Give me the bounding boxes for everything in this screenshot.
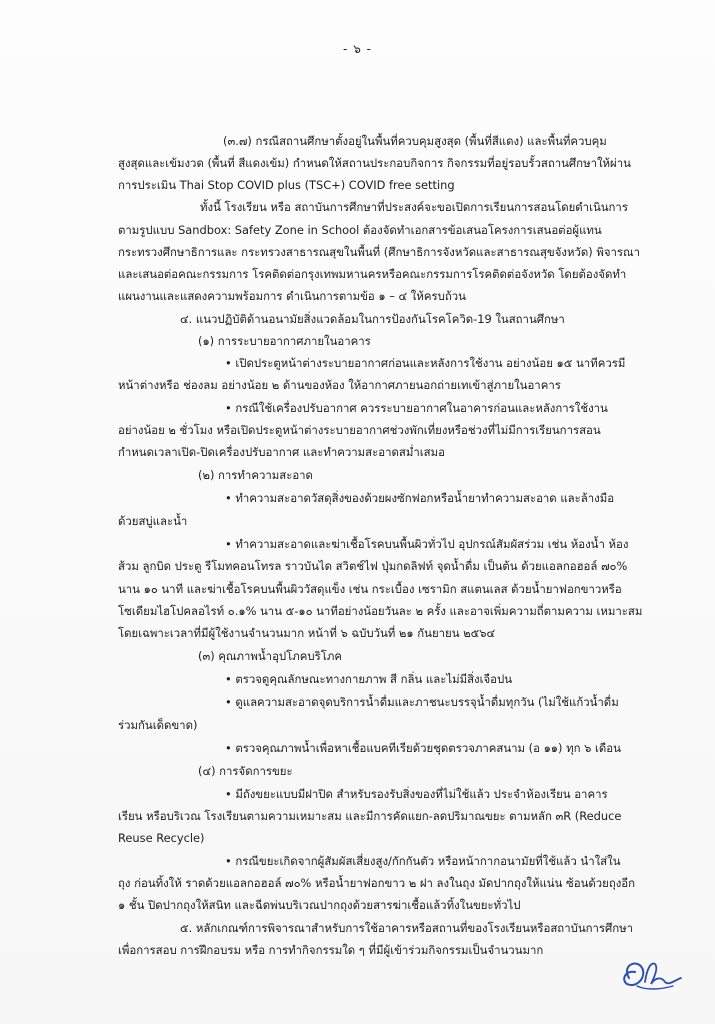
paragraph-line: ตามรูปแบบ Sandbox: Safety Zone in School ต้องจัดทำเอกสารข้อเสนอโครงการเสนอต่อผู้แทน — [118, 223, 602, 237]
bullet-item: • เปิดประตูหน้าต่างระบายอากาศก่อนและหลังการใช้งาน อย่างน้อย ๑๕ นาทีควรมี — [225, 356, 626, 370]
paragraph-line: (๓.๗) กรณีสถานศึกษาตั้งอยู่ในพื้นที่ควบคุมสูงสุด (พื้นที่สีแดง) และพื้นที่ควบคุม — [223, 134, 607, 148]
subsection-heading: (๓) คุณภาพน้ำอุปโภคบริโภค — [198, 649, 342, 663]
subsection-heading: (๑) การระบายอากาศภายในอาคาร — [198, 334, 371, 348]
signature-mark — [615, 956, 687, 996]
paragraph-line: หน้าต่างหรือ ช่องลม อย่างน้อย ๒ ด้านของห้อง ให้อากาศภายนอกถ่ายเทเข้าสู่ภายในอาคาร — [118, 378, 561, 392]
paragraph-line: ถุง ก่อนทิ้งให้ ราดด้วยแอลกอฮอล์ ๗๐% หรือน้ำยาฟอกขาว ๒ ฝา ลงในถุง มัดปากถุงให้แน่น ซ้อนด้วยถุงอีก — [118, 876, 636, 890]
bullet-item: • กรณีขยะเกิดจากผู้สัมผัสเสี่ยงสูง/กักกันตัว หรือหน้ากากอนามัยที่ใช้แล้ว นำใส่ใน — [225, 854, 621, 868]
paragraph-line: อย่างน้อย ๒ ชั่วโมง หรือเปิดประตูหน้าต่างระบายอากาศช่วงพักเที่ยงหรือช่วงที่ไม่มีการเรียนการสอน — [118, 423, 601, 437]
paragraph-line: เรียน หรือบริเวณ โรงเรียนตามความเหมาะสม และมีการคัดแยก-ลดปริมาณขยะ ตามหลัก ๓R (Reduce — [118, 809, 622, 823]
bullet-item: • ทำความสะอาดวัสดุสิ่งของด้วยผงซักฟอกหรือน้ำยาทำความสะอาด และล้างมือ — [225, 491, 615, 505]
paragraph-line: เพื่อการสอบ การฝึกอบรม หรือ การทำกิจกรรมใด ๆ ที่มีผู้เข้าร่วมกิจกรรมเป็นจำนวนมาก — [118, 943, 544, 957]
section-heading: ๔. แนวปฏิบัติด้านอนามัยสิ่งแวดล้อมในการป้องกันโรคโควิด-19 ในสถานศึกษา — [180, 312, 565, 326]
subsection-heading: (๒) การทำความสะอาด — [198, 468, 313, 482]
page-number: - ๖ - — [343, 42, 372, 56]
paragraph-line: และเสนอต่อคณะกรรมการ โรคติดต่อกรุงเทพมหานครหรือคณะกรรมการโรคติดต่อจังหวัด โดยต้องจัดทำ — [118, 267, 627, 281]
paragraph-line: โดยเฉพาะเวลาที่มีผู้ใช้งานจำนวนมาก หน้าที่ ๖ ฉบับวันที่ ๒๑ กันยายน ๒๕๖๔ — [118, 626, 496, 640]
paragraph-line: ทั้งนี้ โรงเรียน หรือ สถาบันการศึกษาที่ประสงค์จะขอเปิดการเรียนการสอนโดยดำเนินการ — [200, 200, 628, 214]
bullet-item: • ทำความสะอาดและฆ่าเชื้อโรคบนพื้นผิวทั่วไป อุปกรณ์สัมผัสร่วม เช่น ห้องน้ำ ห้อง — [225, 537, 629, 551]
bullet-item: • กรณีใช้เครื่องปรับอากาศ ควรระบายอากาศในอาคารก่อนและหลังการใช้งาน — [225, 401, 608, 415]
paragraph-line: Reuse Recycle) — [118, 831, 205, 845]
paragraph-line: ส้วม ลูกบิด ประตู รีโมทคอนโทรล ราวบันได สวิตช์ไฟ ปุ่มกดลิฟท์ จุดน้ำดื่ม เป็นต้น ด้วยแอลกอฮอล์ ๗๐% — [118, 559, 628, 573]
paragraph-line: สูงสุดและเข้มงวด (พื้นที่ สีแดงเข้ม) กำหนดให้สถานประกอบกิจการ กิจกรรมที่อยู่รอบรั้วสถานศึกษาให้ผ่าน — [118, 156, 631, 170]
paragraph-line: การประเมิน Thai Stop COVID plus (TSC+) COVID free setting — [118, 178, 455, 192]
paragraph-line: ด้วยสบู่และน้ำ — [118, 514, 188, 528]
paragraph-line: ร่วมกันเด็ดขาด) — [118, 718, 198, 732]
subsection-heading: (๔) การจัดการขยะ — [198, 764, 293, 778]
paragraph-line: โซเดียมไฮโปคลอไรท์ ๐.๑% นาน ๕-๑๐ นาทีอย่างน้อยวันละ ๒ ครั้ง และอาจเพิ่มความถี่ตามความ เหมาะสม — [118, 604, 643, 618]
section-heading: ๕. หลักเกณฑ์การพิจารณาสำหรับการใช้อาคารหรือสถานที่ของโรงเรียนหรือสถาบันการศึกษา — [180, 921, 634, 935]
paragraph-line: ๑ ชั้น ปิดปากถุงให้สนิท และฉีดพ่นบริเวณปากถุงด้วยสารฆ่าเชื้อแล้วทิ้งในขยะทั่วไป — [118, 898, 521, 912]
bullet-item: • ดูแลความสะอาดจุดบริการน้ำดื่มและภาชนะบรรจุน้ำดื่มทุกวัน (ไม่ใช้แก้วน้ำดื่ม — [225, 695, 619, 709]
paragraph-line: กระทรวงศึกษาธิการและ กระทรวงสาธารณสุขในพื้นที่ (ศึกษาธิการจังหวัดและสาธารณสุขจังหวัด) พิจารณา — [118, 245, 640, 259]
bullet-item: • ตรวจดูคุณลักษณะทางกายภาพ สี กลิ่น และไม่มีสิ่งเจือปน — [225, 672, 513, 686]
paragraph-line: แผนงานและแสดงความพร้อมการ ดำเนินการตามข้อ ๑ – ๔ ให้ครบถ้วน — [118, 289, 466, 303]
paragraph-line: นาน ๑๐ นาที และฆ่าเชื้อโรคบนพื้นผิววัสดุแข็ง เช่น กระเบื้อง เซรามิก สแตนเลส ด้วยน้ำยาฟอกขาวหรือ — [118, 582, 622, 596]
bullet-item: • มีถังขยะแบบมีฝาปิด สำหรับรองรับสิ่งของที่ไม่ใช้แล้ว ประจำห้องเรียน อาคาร — [225, 787, 608, 801]
paragraph-line: กำหนดเวลาเปิด-ปิดเครื่องปรับอากาศ และทำความสะอาดสม่ำเสมอ — [118, 445, 445, 459]
bullet-item: • ตรวจคุณภาพน้ำเพื่อหาเชื้อแบคทีเรียด้วยชุดตรวจภาคสนาม (อ ๑๑) ทุก ๖ เดือน — [225, 741, 621, 755]
